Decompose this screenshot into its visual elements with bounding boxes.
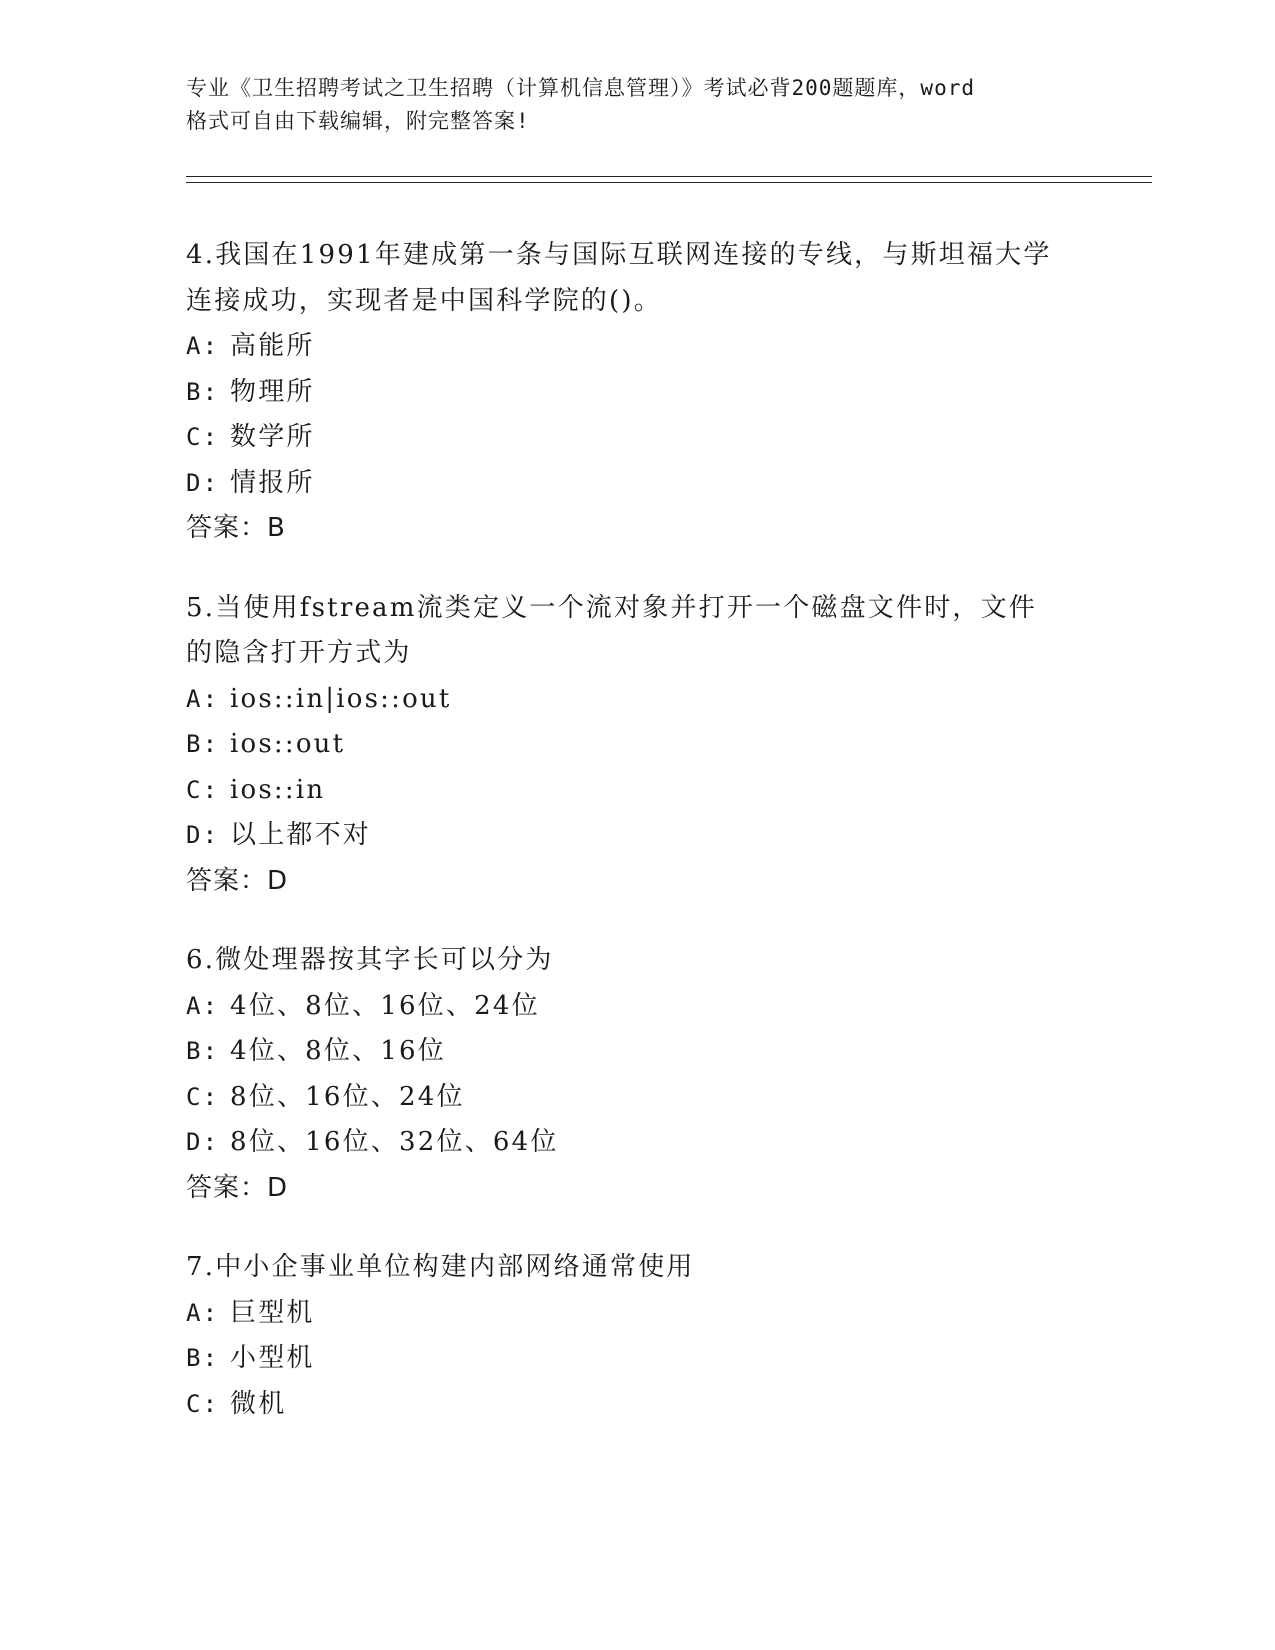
- question-6-stem-line-1: 6.微处理器按其字长可以分为: [186, 945, 554, 975]
- question-5-stem-line-1: 5.当使用fstream流类定义一个流对象并打开一个磁盘文件时，文件: [186, 592, 1037, 623]
- question-7-stem: [186, 1245, 1086, 1291]
- option-letter: C:: [186, 1082, 220, 1111]
- question-6-option-d: [186, 1120, 1086, 1166]
- question-6-option-b: [186, 1029, 1086, 1075]
- option-text: 高能所: [230, 331, 315, 361]
- question-5: [186, 586, 1086, 905]
- option-letter: B:: [186, 730, 220, 758]
- question-7-option-c: [186, 1382, 1086, 1428]
- document-header: [186, 72, 1086, 138]
- question-list: [186, 233, 1086, 1461]
- question-5-stem-line-2: 的隐含打开方式为: [186, 638, 412, 668]
- question-6: [186, 938, 1086, 1211]
- option-letter: C:: [186, 775, 220, 804]
- option-letter: A:: [186, 1298, 220, 1327]
- question-4-stem-line-1: 4.我国在1991年建成第一条与国际互联网连接的专线，与斯坦福大学: [186, 240, 1052, 270]
- question-6-answer: 答案：D: [186, 1172, 289, 1203]
- question-4-option-c: [186, 415, 1086, 461]
- option-text: 小型机: [230, 1343, 315, 1373]
- option-letter: C:: [186, 1389, 220, 1418]
- option-text: 以上都不对: [230, 820, 372, 850]
- option-letter: B:: [186, 377, 220, 406]
- option-letter: D:: [186, 821, 220, 849]
- option-letter: D:: [186, 1128, 220, 1156]
- option-text: 数学所: [230, 422, 315, 452]
- option-text: 4位、8位、16位、24位: [230, 990, 540, 1021]
- question-5-stem: [186, 586, 1086, 677]
- header-title-line-2: 格式可自由下载编辑，附完整答案!: [186, 109, 530, 133]
- question-4-option-b: [186, 370, 1086, 416]
- question-6-stem: [186, 938, 1086, 984]
- question-7: [186, 1245, 1086, 1427]
- option-letter: A:: [186, 332, 220, 360]
- question-4-answer: 答案：B: [186, 513, 286, 543]
- question-4: [186, 233, 1086, 552]
- question-5-option-d: [186, 813, 1086, 859]
- option-text: 物理所: [230, 376, 315, 407]
- option-text: 8位、16位、24位: [230, 1081, 465, 1112]
- option-text: 4位、8位、16位: [230, 1036, 446, 1066]
- question-5-option-c: [186, 768, 1086, 814]
- question-5-option-a: [186, 677, 1086, 723]
- option-letter: B:: [186, 1037, 220, 1065]
- option-letter: A:: [186, 684, 220, 713]
- header-title-line-1: 专业《卫生招聘考试之卫生招聘（计算机信息管理）》考试必背200题题库，word: [186, 76, 975, 100]
- option-letter: B:: [186, 1344, 220, 1372]
- question-6-option-c: [186, 1075, 1086, 1121]
- option-text: 8位、16位、32位、64位: [230, 1127, 559, 1157]
- option-text: ios::in: [230, 774, 326, 805]
- question-5-option-b: [186, 722, 1086, 768]
- header-divider-top: [186, 176, 1152, 177]
- question-7-stem-line-1: 7.中小企事业单位构建内部网络通常使用: [186, 1252, 695, 1282]
- question-4-option-d: [186, 461, 1086, 507]
- question-6-option-a: [186, 984, 1086, 1030]
- question-4-option-a: [186, 324, 1086, 370]
- question-4-stem: [186, 233, 1086, 324]
- option-text: 巨型机: [230, 1297, 315, 1328]
- option-text: ios::out: [230, 729, 346, 759]
- option-letter: A:: [186, 991, 220, 1020]
- question-7-option-a: [186, 1291, 1086, 1337]
- option-letter: C:: [186, 423, 220, 451]
- question-7-option-b: [186, 1336, 1086, 1382]
- option-text: 微机: [230, 1388, 287, 1419]
- question-4-stem-line-2: 连接成功，实现者是中国科学院的()。: [186, 285, 662, 316]
- option-text: ios::in|ios::out: [230, 683, 452, 714]
- option-letter: D:: [186, 468, 220, 497]
- question-5-answer: 答案：D: [186, 865, 289, 896]
- header-divider-bottom: [186, 182, 1152, 183]
- option-text: 情报所: [230, 467, 315, 498]
